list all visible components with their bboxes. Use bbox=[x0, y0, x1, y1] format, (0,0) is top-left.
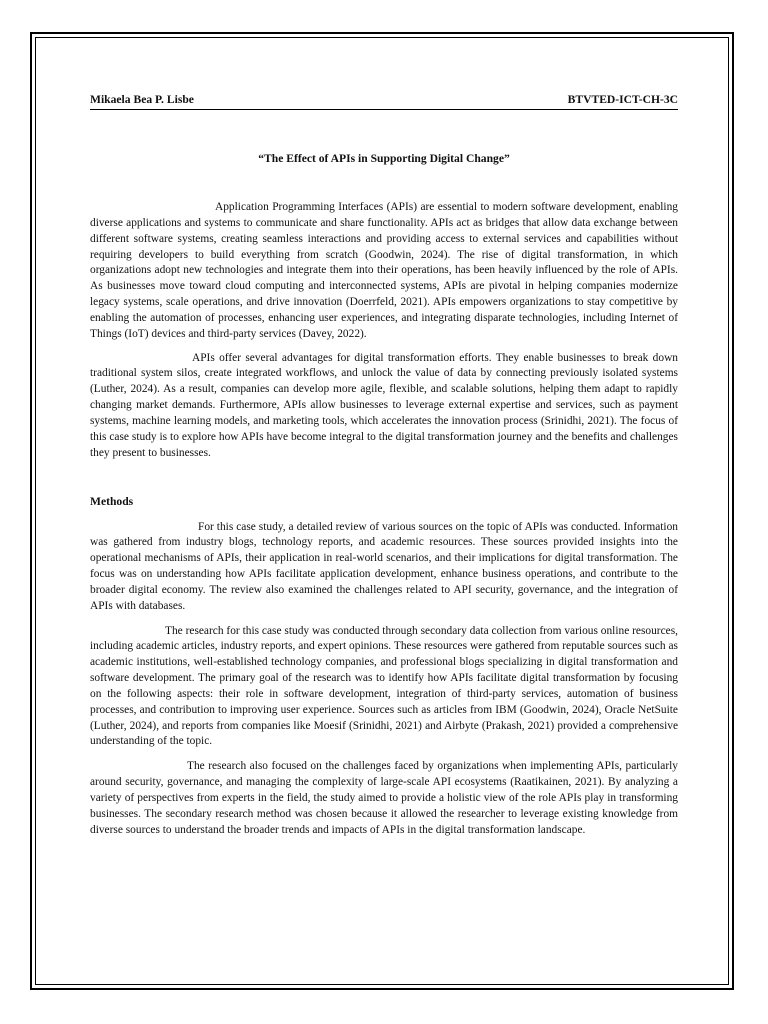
intro-paragraph-1: Application Programming Interfaces (APIs) are essential to modern software development, enabling diverse applications and systems to communicate and share functionality. APIs act as bridges that allow data exchange between different software systems, creating seamless interactions and providing access to external services and capabilities without requiring developers to build everything from scratch (Goodwin, 2024). The rise of digital transformation, in which organizations adopt new technologies and integrate them into their operations, has been heavily influenced by the role of APIs. As businesses move toward cloud computing and interconnected systems, APIs are pivotal in helping companies modernize legacy systems, scale operations, and drive innovation (Doerrfeld, 2021). APIs empowers organizations to stay competitive by enabling the automation of processes, enhancing user experiences, and integrating disparate technologies, including Internet of Things (IoT) devices and third-party services (Davey, 2022). bbox=[90, 201, 678, 340]
author-name: Mikaela Bea P. Lisbe bbox=[90, 93, 194, 106]
methods-paragraph-2: The research for this case study was conducted through secondary data collection from various online resources, including academic articles, industry reports, and expert opinions. These resources were gathered from reputable sources such as academic institutions, well-established technology companies, and professional blogs specializing in digital transformation and software development. The primary goal of the research was to identify how APIs facilitate digital transformation by focusing on the following aspects: their role in software development, integration of third-party services, automation of business processes, and contribution to improving user experience. Sources such as articles from IBM (Goodwin, 2024), Oracle NetSuite (Luther, 2024), and reports from companies like Moesif (Srinidhi, 2021) and Airbyte (Prakash, 2021) provided a comprehensive understanding of the topic. bbox=[90, 624, 678, 748]
intro-paragraph-2: APIs offer several advantages for digital transformation efforts. They enable businesses to break down traditional system silos, create integrated workflows, and unlock the value of data by connecting previously isolated systems (Luther, 2024). As a result, companies can develop more agile, flexible, and scalable solutions, helping them adapt to rapidly changing market demands. Furthermore, APIs allow businesses to leverage external expertise and services, such as payment systems, machine learning models, and marketing tools, which accelerates the innovation process (Srinidhi, 2021). The focus of this case study is to explore how APIs have become integral to the digital transformation journey and the benefits and challenges they present to businesses. bbox=[90, 351, 678, 459]
document-title: “The Effect of APIs in Supporting Digital Change” bbox=[258, 152, 510, 165]
class-section: BTVTED-ICT-CH-3C bbox=[567, 93, 678, 106]
methods-heading: Methods bbox=[90, 494, 134, 508]
methods-paragraph-1: For this case study, a detailed review of various sources on the topic of APIs was conducted. Information was gathered from industry blogs, technology reports, and academic resources. These sources provided insights into the operational mechanisms of APIs, their application in real-world scenarios, and their implications for digital transformation. The focus was on understanding how APIs facilitate application development, enhance business operations, and contribute to the broader digital economy. The review also examined the challenges related to API security, governance, and the integration of APIs with databases. bbox=[90, 520, 678, 612]
document-content bbox=[90, 92, 678, 839]
methods-paragraph-3: The research also focused on the challenges faced by organizations when implementing APIs, particularly around security, governance, and managing the complexity of large-scale API ecosystems (Raatikainen, 2021). By analyzing a variety of perspectives from experts in the field, the study aimed to provide a holistic view of the role APIs play in transforming businesses. The secondary research method was chosen because it allowed the researcher to leverage existing knowledge from diverse sources to understand the broader trends and impacts of APIs in the digital transformation landscape. bbox=[90, 760, 678, 836]
document-header bbox=[90, 92, 678, 110]
